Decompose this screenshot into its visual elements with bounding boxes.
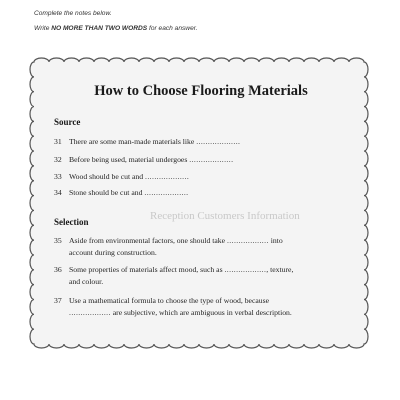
question-37 — [54, 295, 292, 319]
question-text: Aside from environmental factors, one should take — [69, 236, 227, 245]
answer-blank[interactable]: .................. — [69, 308, 111, 317]
question-continuation: account during construction. — [69, 248, 157, 257]
answer-blank[interactable]: .................. — [145, 172, 187, 181]
question-text: Some properties of materials affect mood, such as — [69, 265, 225, 274]
answer-blank[interactable]: .................. — [226, 236, 269, 245]
instruction-prefix: Write — [34, 25, 52, 32]
question-31 — [54, 136, 240, 148]
answer-blank[interactable]: .................. — [189, 155, 232, 164]
answer-blank[interactable]: .................. — [196, 137, 239, 146]
section-heading-source: Source — [54, 117, 81, 127]
section-heading-selection: Selection — [54, 217, 89, 227]
question-text: Before being used, material undergoes — [69, 155, 190, 164]
question-text-end: , texture, — [266, 265, 294, 274]
question-32 — [54, 154, 233, 166]
question-33 — [54, 171, 189, 183]
question-text: Use a mathematical formula to choose the type of wood, because — [69, 296, 270, 305]
question-text-end: are subjective, which are ambiguous in verbal description. — [110, 308, 292, 317]
question-36 — [54, 264, 293, 288]
instruction-suffix: for each answer. — [147, 25, 198, 32]
instruction-limit-bold: NO MORE THAN TWO WORDS — [51, 25, 148, 32]
question-text: Stone should be cut and — [69, 188, 145, 197]
answer-blank[interactable]: .................. — [224, 265, 267, 274]
question-text-end: into — [268, 236, 283, 245]
question-number: 31 — [54, 137, 62, 146]
question-34 — [54, 187, 188, 199]
question-number: 32 — [54, 155, 62, 164]
question-continuation: and colour. — [69, 277, 104, 286]
question-text: There are some man-made materials like — [69, 137, 197, 146]
question-number: 35 — [54, 236, 62, 245]
question-number: 37 — [54, 296, 62, 305]
question-text-end: . — [186, 188, 189, 197]
question-35 — [54, 235, 283, 259]
notes-title: How to Choose Flooring Materials — [94, 83, 308, 99]
instruction-complete-notes: Complete the notes below. — [34, 10, 112, 17]
question-continuation — [54, 307, 292, 319]
question-text: Wood should be cut and — [69, 172, 146, 181]
background-ghost-text: Reception Customers Information — [150, 210, 300, 222]
question-text-end: . — [186, 172, 189, 181]
question-text-end: . — [238, 137, 240, 146]
question-text-end: . — [231, 155, 233, 164]
answer-blank[interactable]: .................. — [144, 188, 187, 197]
question-number: 36 — [54, 265, 62, 274]
question-number: 34 — [54, 188, 62, 197]
question-number: 33 — [54, 172, 62, 181]
